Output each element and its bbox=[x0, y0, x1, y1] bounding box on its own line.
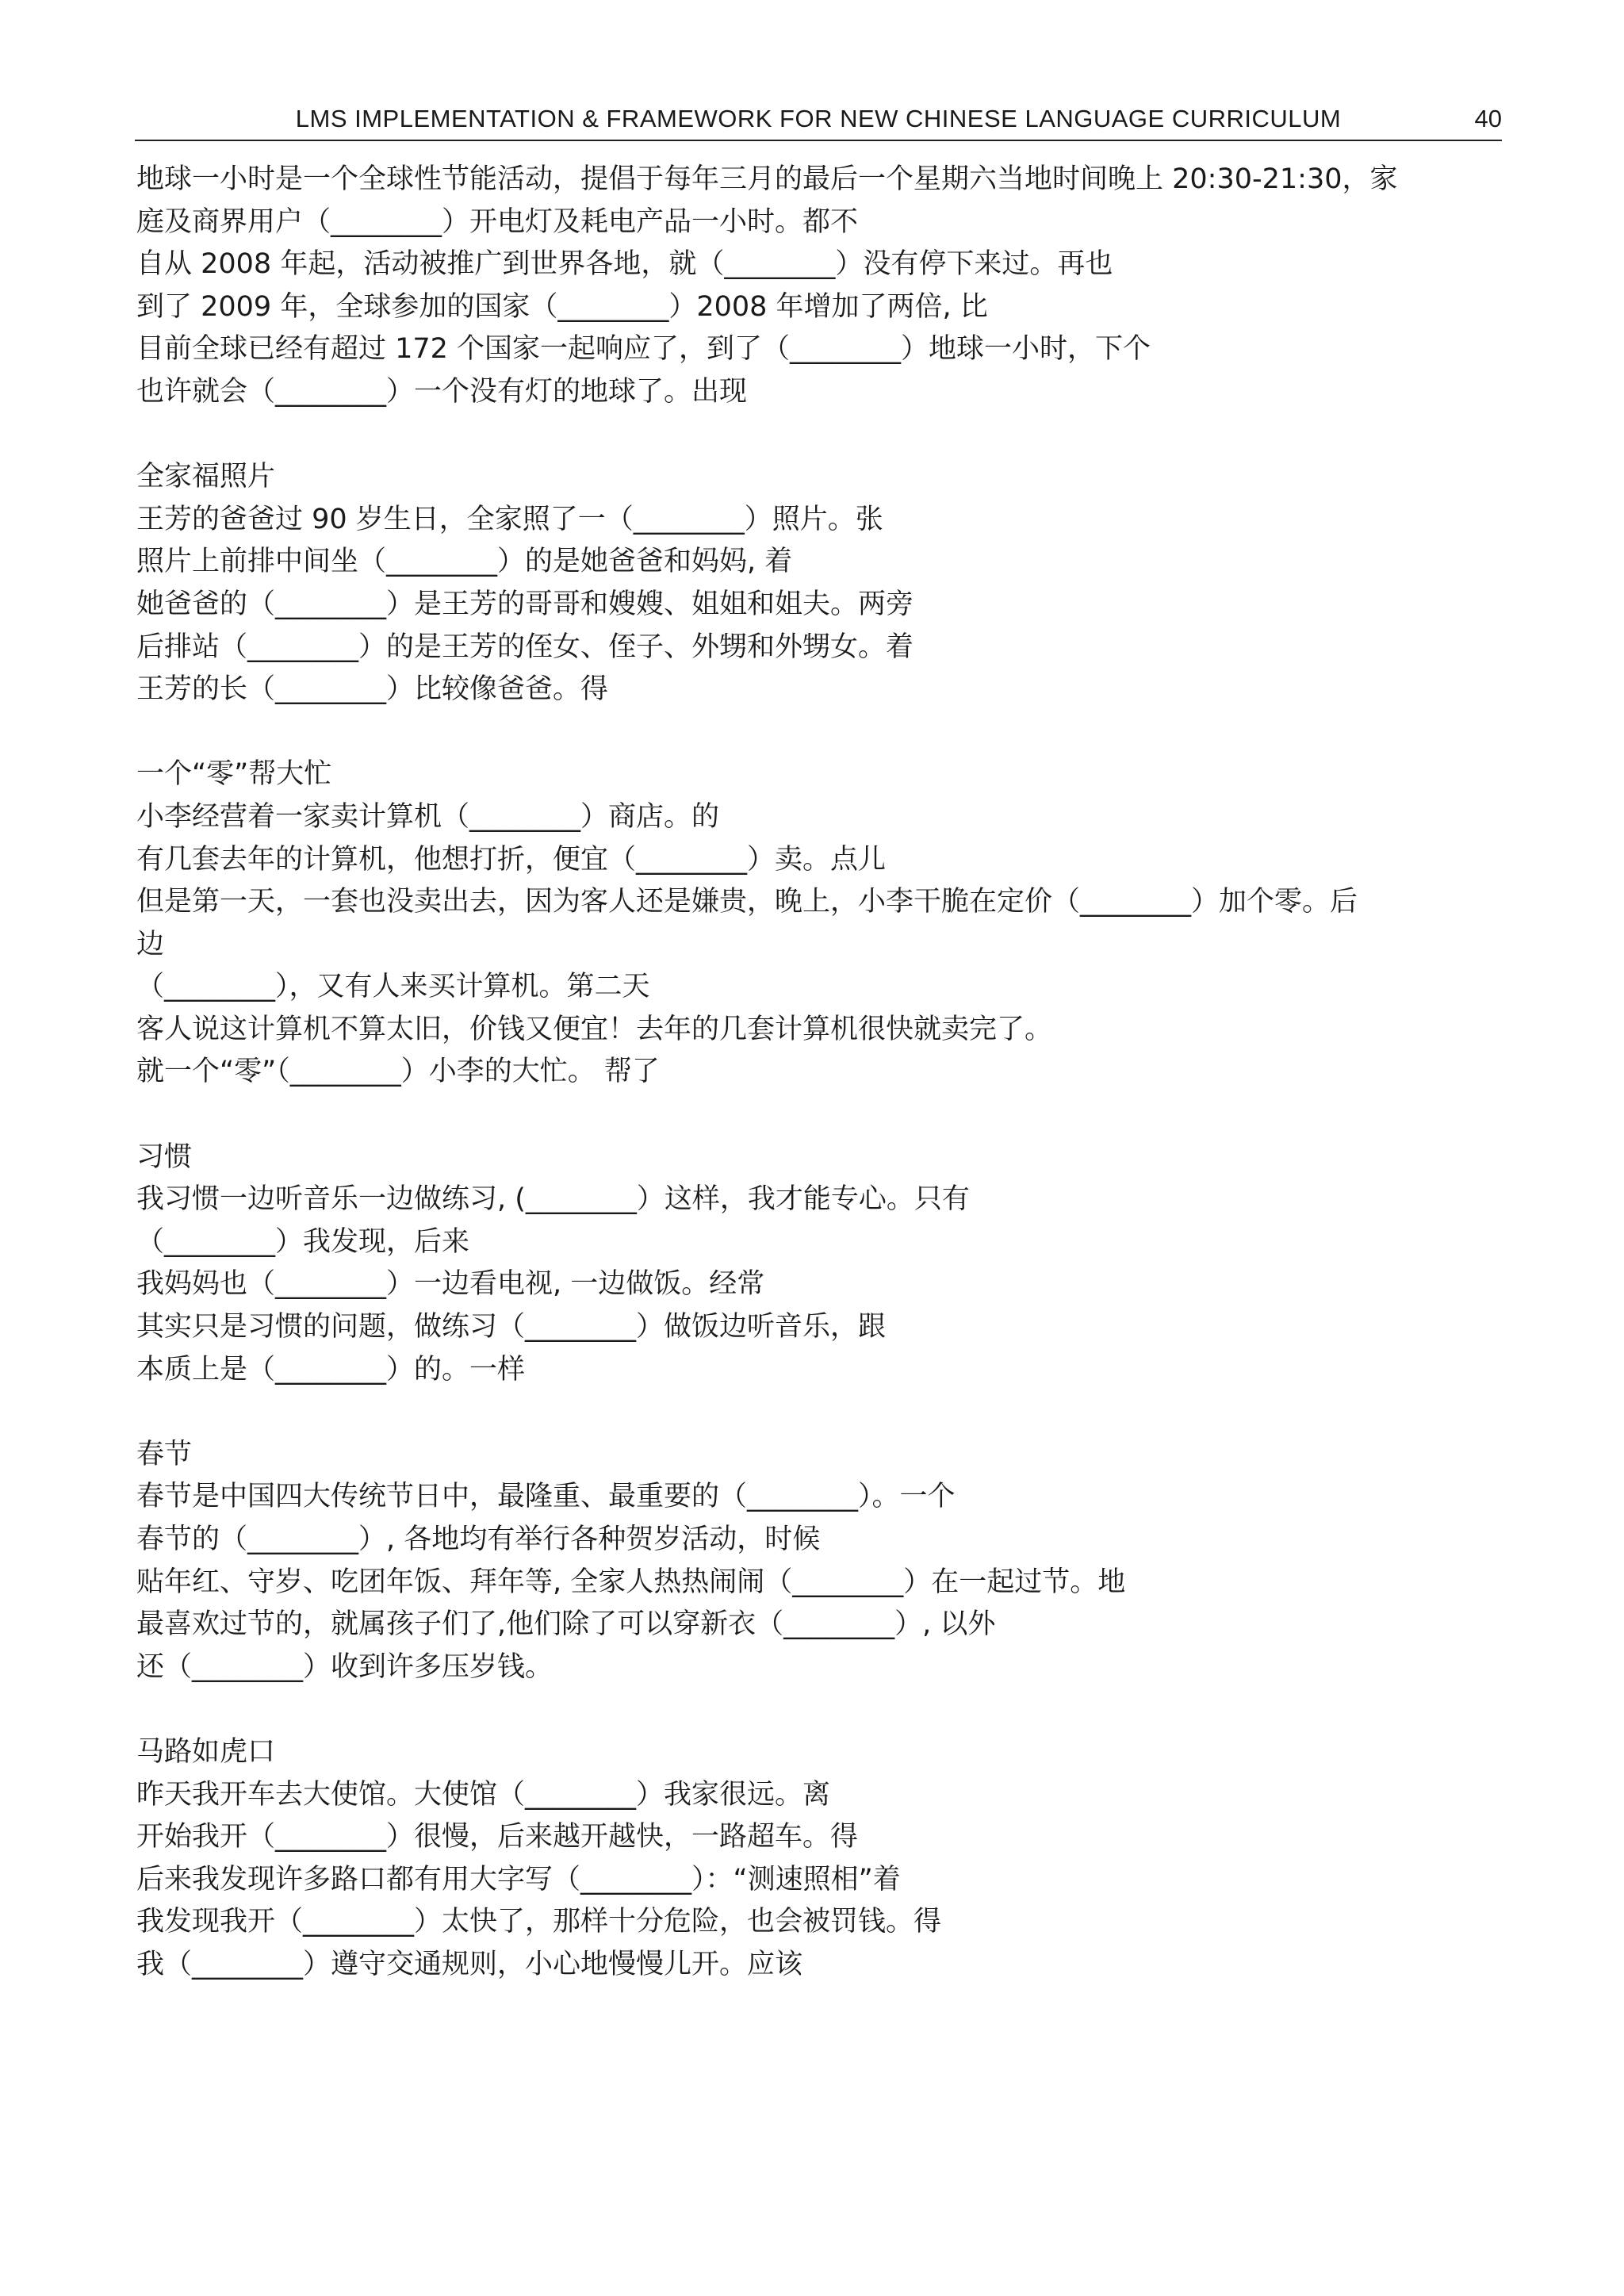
exercise-line: 春节的（________）, 各地均有举行各种贺岁活动，时候 bbox=[136, 1524, 821, 1555]
exercise-line: 我（________）遵守交通规则，小心地慢慢儿开。应该 bbox=[136, 1948, 803, 1980]
exercise-section bbox=[136, 1731, 1500, 1987]
exercise-line: 其实只是习惯的问题，做练习（________）做饭边听音乐，跟 bbox=[136, 1311, 887, 1343]
exercise-line: 昨天我开车去大使馆。大使馆（________）我家很远。离 bbox=[136, 1778, 831, 1811]
exercise-line: 照片上前排中间坐（________）的是她爸爸和妈妈, 着 bbox=[136, 546, 793, 578]
exercise-line: 客人说这计算机不算太旧，价钱又便宜！去年的几套计算机很快就卖完了。 bbox=[136, 1013, 1053, 1045]
exercise-line: 本质上是（________）的。一样 bbox=[136, 1353, 526, 1386]
exercise-line: 她爸爸的（________）是王芳的哥哥和嫂嫂、姐姐和姐夫。两旁 bbox=[136, 588, 914, 620]
exercise-line: 春节是中国四大传统节日中，最隆重、最重要的（________）。一个 bbox=[136, 1481, 956, 1513]
exercise-line: 就一个“零”（________）小李的大忙。 帮了 bbox=[136, 1056, 660, 1088]
exercise-line: 后来我发现许多路口都有用大字写（________）：“测速照相”着 bbox=[136, 1863, 901, 1895]
section-title: 马路如虎口 bbox=[136, 1735, 276, 1768]
exercise-section bbox=[136, 1434, 1500, 1689]
exercise-line: 边 bbox=[136, 928, 165, 960]
running-header bbox=[135, 102, 1502, 141]
header-title: LMS IMPLEMENTATION & FRAMEWORK FOR NEW CHINESE LANGUAGE CURRICULUM bbox=[295, 105, 1342, 132]
exercise-line: 也许就会（________）一个没有灯的地球了。出现 bbox=[136, 375, 748, 408]
exercise-line: （________），又有人来买计算机。第二天 bbox=[136, 971, 650, 1003]
exercise-line: 王芳的爸爸过 90 岁生日，全家照了一（________）照片。张 bbox=[136, 503, 883, 535]
exercise-line: 到了 2009 年，全球参加的国家（________）2008 年增加了两倍, 比 bbox=[136, 290, 988, 323]
exercise-line: 后排站（________）的是王芳的侄女、侄子、外甥和外甥女。着 bbox=[136, 631, 914, 663]
exercise-line: 目前全球已经有超过 172 个国家一起响应了，到了（________）地球一小时，下个 bbox=[136, 333, 1151, 366]
exercise-line: （________）我发现，后来 bbox=[136, 1225, 470, 1258]
section-title: 一个“零”帮大忙 bbox=[136, 758, 332, 791]
exercise-line: 我发现我开（________）太快了，那样十分危险，也会被罚钱。得 bbox=[136, 1906, 942, 1938]
section-title: 全家福照片 bbox=[136, 461, 276, 493]
exercise-line: 最喜欢过节的，就属孩子们了,他们除了可以穿新衣（________）, 以外 bbox=[136, 1608, 996, 1641]
exercise-line: 我习惯一边听音乐一边做练习, (________）这样，我才能专心。只有 bbox=[136, 1183, 970, 1216]
page-number: 40 bbox=[1474, 105, 1502, 132]
exercise-section bbox=[136, 159, 1500, 414]
exercise-section bbox=[136, 753, 1500, 1094]
exercise-line: 小李经营着一家卖计算机（________）商店。的 bbox=[136, 800, 720, 833]
exercise-line: 还（________）收到许多压岁钱。 bbox=[136, 1650, 553, 1683]
exercise-line: 自从 2008 年起，活动被推广到世界各地，就（________）没有停下来过。再也 bbox=[136, 248, 1113, 281]
exercise-section bbox=[136, 456, 1500, 711]
exercise-line: 地球一小时是一个全球性节能活动，提倡于每年三月的最后一个星期六当地时间晚上 20:30-21:30，家 bbox=[136, 163, 1398, 195]
exercise-line: 王芳的长（________）比较像爸爸。得 bbox=[136, 673, 609, 706]
exercise-line: 我妈妈也（________）一边看电视, 一边做饭。经常 bbox=[136, 1268, 765, 1301]
exercise-line: 贴年红、守岁、吃团年饭、拜年等, 全家人热热闹闹（________）在一起过节。地 bbox=[136, 1566, 1126, 1598]
exercise-line: 开始我开（________）很慢，后来越开越快，一路超车。得 bbox=[136, 1821, 859, 1853]
section-title: 春节 bbox=[136, 1438, 193, 1470]
exercise-section bbox=[136, 1137, 1500, 1392]
exercise-line: 庭及商界用户（________）开电灯及耗电产品一小时。都不 bbox=[136, 205, 859, 238]
exercise-line: 但是第一天，一套也没卖出去，因为客人还是嫌贵，晚上，小李干脆在定价（________）加个零。后 bbox=[136, 886, 1358, 918]
document-body bbox=[136, 159, 1500, 2029]
exercise-line: 有几套去年的计算机，他想打折，便宜（________）卖。点儿 bbox=[136, 843, 887, 876]
section-title: 习惯 bbox=[136, 1140, 193, 1173]
